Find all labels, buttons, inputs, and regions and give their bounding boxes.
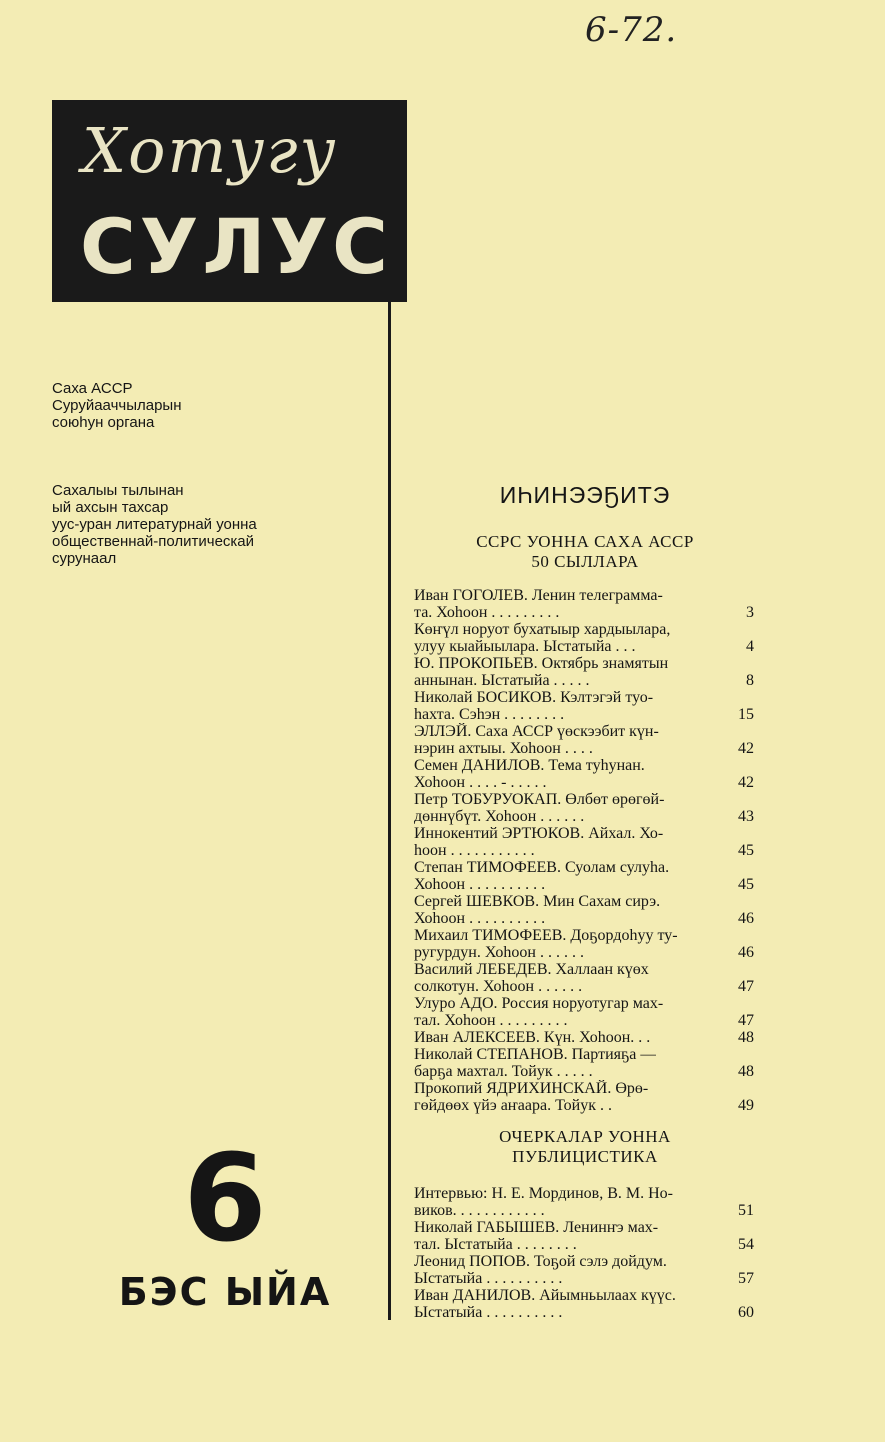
description-line: сурунаал <box>52 550 117 567</box>
toc-page-number: 57 <box>738 1270 754 1287</box>
toc-page-number: 49 <box>738 1097 754 1114</box>
toc-entry <box>414 689 754 723</box>
toc-entry <box>414 1046 754 1080</box>
toc-page-number: 46 <box>738 910 754 927</box>
toc-entries-section-1 <box>414 587 754 1114</box>
section-heading <box>410 532 760 572</box>
toc-entry-line: ЭЛЛЭЙ. Саха АССР үөскээбит күн- <box>414 723 659 740</box>
toc-page-number: 8 <box>746 672 754 689</box>
section-heading-line: ССРС УОННА САХА АССР <box>476 532 694 551</box>
toc-page-number: 4 <box>746 638 754 655</box>
toc-entry <box>414 1253 754 1287</box>
toc-entry-line: Василий ЛЕБЕДЕВ. Халлаан күөх <box>414 961 649 978</box>
issue-number: 6 <box>183 1130 267 1269</box>
toc-entry <box>414 587 754 621</box>
toc-entry-line: һоон . . . . . . . . . . . <box>414 842 535 859</box>
description-line: ый ахсын тахсар <box>52 499 169 516</box>
toc-entry-line: Михаил ТИМОФЕЕВ. Доҕордоһуу ту- <box>414 927 678 944</box>
toc-entry-line: Ю. ПРОКОПЬЕВ. Октябрь знамятын <box>414 655 669 672</box>
toc-entry <box>414 723 754 757</box>
toc-entry-line: гөйдөөх үйэ аҥаара. Тойук . . <box>414 1097 612 1114</box>
toc-entry-line: Көҥүл норуот бухатыыр хардыылара, <box>414 621 671 638</box>
column-divider <box>388 300 391 1320</box>
toc-entry-line: ругурдун. Хоһоон . . . . . . <box>414 944 584 961</box>
toc-page-number: 3 <box>746 604 754 621</box>
publisher-line: союһун органа <box>52 414 155 431</box>
toc-entry-line: виков. . . . . . . . . . . . <box>414 1202 545 1219</box>
toc-entry <box>414 893 754 927</box>
toc-page-number: 42 <box>738 774 754 791</box>
toc-page-number: 60 <box>738 1304 754 1321</box>
toc-entry <box>414 927 754 961</box>
toc-entry <box>414 1185 754 1219</box>
toc-entry <box>414 1219 754 1253</box>
toc-page-number: 15 <box>738 706 754 723</box>
toc-entry-line: Николай СТЕПАНОВ. Партияҕа — <box>414 1046 657 1063</box>
section-heading-line: 50 СЫЛЛАРА <box>531 552 639 571</box>
toc-page-number: 51 <box>738 1202 754 1219</box>
section-heading <box>410 1127 760 1167</box>
toc-entry <box>414 1080 754 1114</box>
toc-entry-line: Иван АЛЕКСЕЕВ. Күн. Хоһоон. . . <box>414 1029 651 1046</box>
toc-page-number: 47 <box>738 978 754 995</box>
toc-page-number: 45 <box>738 876 754 893</box>
toc-entry-line: Николай БОСИКОВ. Кэлтэгэй туо- <box>414 689 654 706</box>
section-heading-line: ОЧЕРКАЛАР УОННА <box>499 1127 671 1146</box>
toc-page-number: 43 <box>738 808 754 825</box>
section-heading-line: ПУБЛИЦИСТИКА <box>512 1147 658 1166</box>
toc-entry-line: Сергей ШЕВКОВ. Мин Сахам сирэ. <box>414 893 661 910</box>
toc-entry-line: Хоһоон . . . . - . . . . . <box>414 774 547 791</box>
toc-entries-section-2 <box>414 1185 754 1321</box>
toc-entry <box>414 1029 754 1046</box>
toc-entry <box>414 1287 754 1321</box>
toc-entry-line: солкотун. Хоһоон . . . . . . <box>414 978 583 995</box>
toc-entry-line: аннынан. Ыстатыйа . . . . . <box>414 672 590 689</box>
toc-entry-line: Хоһоон . . . . . . . . . . <box>414 910 546 927</box>
toc-entry-line: барҕа махтал. Тойук . . . . . <box>414 1063 593 1080</box>
issue-month: БЭС ЫЙА <box>118 1270 332 1314</box>
logo-script-line: Хотугу <box>82 114 338 187</box>
toc-entry-line: нэрин ахтыы. Хоһоон . . . . <box>414 740 593 757</box>
toc-entry <box>414 961 754 995</box>
toc-entry <box>414 791 754 825</box>
toc-entry-line: Николай ГАБЫШЕВ. Ленинҥэ мах- <box>414 1219 659 1236</box>
toc-page-number: 47 <box>738 1012 754 1029</box>
toc-entry-line: Прокопий ЯДРИХИНСКАЙ. Өрө- <box>414 1080 649 1097</box>
toc-page-number: 48 <box>738 1063 754 1080</box>
toc-entry-line: Семен ДАНИЛОВ. Тема туһунан. <box>414 757 645 774</box>
toc-entry-line: Иван ДАНИЛОВ. Айымньылаах күүс. <box>414 1287 676 1304</box>
toc-page-number: 54 <box>738 1236 754 1253</box>
publisher-line: Саха АССР <box>52 380 133 397</box>
magazine-logo <box>52 100 407 302</box>
toc-entry <box>414 655 754 689</box>
toc-page-number: 42 <box>738 740 754 757</box>
toc-entry-line: Иван ГОГОЛЕВ. Ленин телеграмма- <box>414 587 663 604</box>
logo-caps-line: СУЛУС <box>80 202 392 291</box>
toc-entry-line: тал. Хоһоон . . . . . . . . . <box>414 1012 568 1029</box>
toc-entry-line: Хоһоон . . . . . . . . . . <box>414 876 546 893</box>
toc-entry <box>414 859 754 893</box>
toc-entry <box>414 621 754 655</box>
toc-entry-line: тал. Ыстатыйа . . . . . . . . <box>414 1236 577 1253</box>
toc-entry-line: улуу кыайыылара. Ыстатыйа . . . <box>414 638 636 655</box>
toc-entry-line: дөннүбүт. Хоһоон . . . . . . <box>414 808 585 825</box>
toc-entry-line: Интервью: Н. Е. Мординов, В. М. Но- <box>414 1185 674 1202</box>
toc-entry <box>414 757 754 791</box>
toc-entry <box>414 995 754 1029</box>
toc-page-number: 45 <box>738 842 754 859</box>
toc-entry-line: һахта. Сэһэн . . . . . . . . <box>414 706 565 723</box>
toc-entry-line: Улуро АДО. Россия норуотугар мах- <box>414 995 664 1012</box>
handwritten-note: 6-72. <box>585 10 678 50</box>
description-line: уус-уран литературнай уонна <box>52 516 257 533</box>
toc-page-number: 48 <box>738 1029 754 1046</box>
toc-entry-line: Леонид ПОПОВ. Тоҕой сэлэ дойдум. <box>414 1253 667 1270</box>
toc-entry-line: та. Хоһоон . . . . . . . . . <box>414 604 560 621</box>
toc-entry-line: Ыстатыйа . . . . . . . . . . <box>414 1270 563 1287</box>
toc-entry <box>414 825 754 859</box>
toc-entry-line: Ыстатыйа . . . . . . . . . . <box>414 1304 563 1321</box>
toc-page-number: 46 <box>738 944 754 961</box>
toc-entry-line: Петр ТОБУРУОКАП. Өлбөт өрөгөй- <box>414 791 665 808</box>
toc-title: ИҺИНЭЭҔИТЭ <box>499 482 671 508</box>
publisher-line: Суруйааччыларын <box>52 397 182 414</box>
toc-entry-line: Степан ТИМОФЕЕВ. Суолам сулуһа. <box>414 859 670 876</box>
journal-description <box>52 482 257 567</box>
description-line: общественнай-политическай <box>52 533 255 550</box>
description-line: Сахалыы тылынан <box>52 482 184 499</box>
toc-entry-line: Иннокентий ЭРТЮКОВ. Айхал. Хо- <box>414 825 664 842</box>
publisher-info <box>52 380 182 431</box>
